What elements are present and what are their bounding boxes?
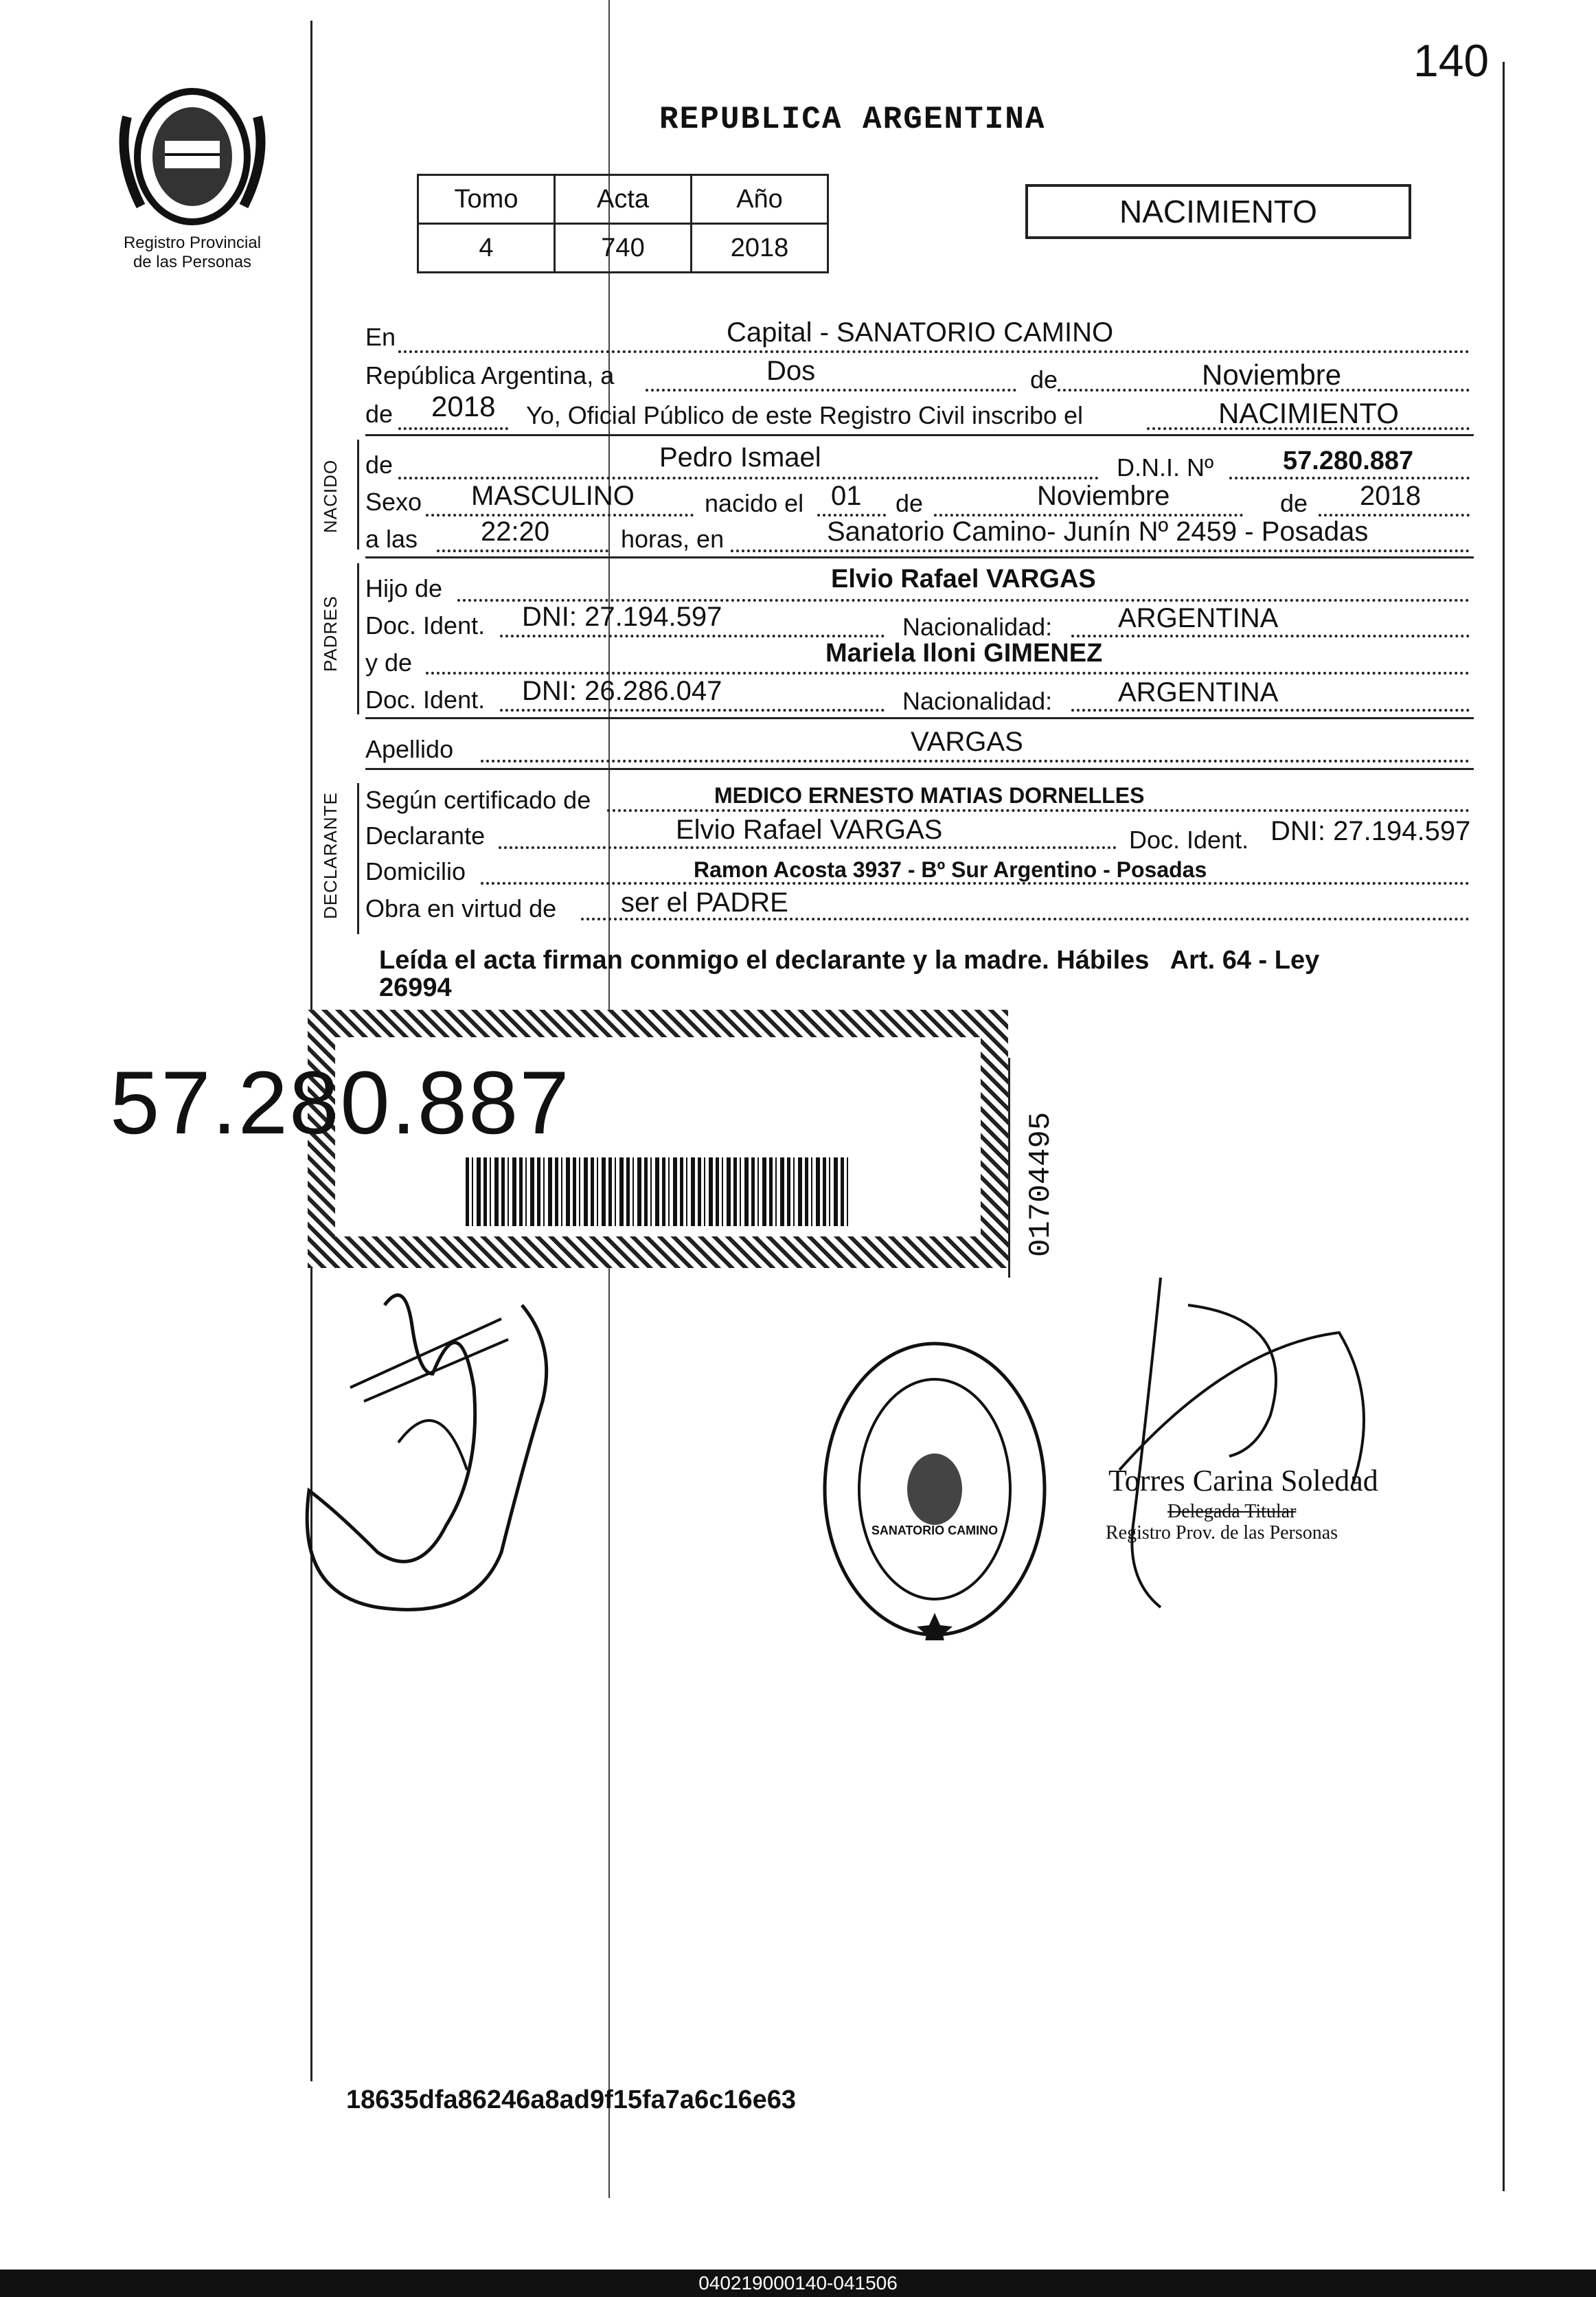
label-hijo-de: Hijo de <box>365 574 443 602</box>
rule-padres <box>365 717 1474 719</box>
dots-surname <box>481 760 1470 762</box>
dots-day <box>646 389 1016 392</box>
label-doc-declarant: Doc. Ident. <box>1129 826 1249 854</box>
label-de-month: de <box>1030 365 1058 394</box>
book-table <box>417 174 829 273</box>
value-father-doc: DNI: 27.194.597 <box>522 602 722 632</box>
label-declarante: Declarante <box>365 822 486 850</box>
footer-code: 040219000140-041506 <box>698 2272 898 2294</box>
value-birth-month: Noviembre <box>1037 481 1170 511</box>
dots-father-doc <box>500 635 885 637</box>
footer-bar <box>0 2270 1596 2297</box>
value-father: Elvio Rafael VARGAS <box>831 565 1096 593</box>
closing-line-1: Leída el acta firman conmigo el declarante y la madre. Hábiles Art. 64 - Ley <box>379 946 1320 975</box>
label-de-year: de <box>365 400 394 428</box>
value-anio: 2018 <box>692 224 828 273</box>
label-segun: Según certificado de <box>365 786 591 814</box>
dots-mother-doc <box>500 709 885 712</box>
declarant-signature <box>295 1264 639 1621</box>
official-stamp <box>821 1338 1048 1640</box>
dni-sticker <box>110 1010 1008 1268</box>
label-doc-mother: Doc. Ident. <box>365 686 486 714</box>
dots-sexo <box>426 514 694 517</box>
label-a-las: a las <box>365 525 418 553</box>
dots-en <box>398 350 1470 353</box>
label-republica: República Argentina, a <box>365 361 615 389</box>
dots-birth-place <box>731 550 1470 552</box>
dots-father-nat <box>1071 635 1470 637</box>
label-nat-mother: Nacionalidad: <box>902 687 1053 715</box>
value-month-word: Noviembre <box>1202 359 1342 391</box>
closing-text <box>379 947 1319 1002</box>
value-father-nat: ARGENTINA <box>1118 603 1279 633</box>
sticker-tab <box>1008 1058 1086 1278</box>
label-domicilio: Domicilio <box>365 857 466 885</box>
dots-mother <box>426 672 1470 675</box>
value-birth-day: 01 <box>831 481 862 511</box>
registry-name <box>82 234 302 272</box>
dots-mother-nat <box>1071 709 1470 712</box>
record-type-box <box>1025 184 1411 239</box>
label-obra: Obra en virtud de <box>365 894 557 923</box>
value-act: NACIMIENTO <box>1218 397 1399 429</box>
value-by-virtue: ser el PADRE <box>621 887 788 918</box>
sticker-number: 57.280.887 <box>110 1052 571 1153</box>
value-declarant-doc: DNI: 27.194.597 <box>1270 816 1471 846</box>
stamp-ring-text <box>821 1338 822 1339</box>
country-title: REPUBLICA ARGENTINA <box>659 102 1046 137</box>
official-title-1: Delegada Titular <box>1167 1501 1297 1522</box>
side-label-padres: PADRES <box>320 596 341 672</box>
value-name: Pedro Ismael <box>659 442 821 473</box>
value-declarant: Elvio Rafael VARGAS <box>676 815 943 845</box>
value-tomo: 4 <box>418 224 555 273</box>
value-mother: Mariela Iloni GIMENEZ <box>825 639 1103 668</box>
value-birth-time: 22:20 <box>481 517 550 547</box>
dots-time <box>437 550 608 552</box>
value-birth-place: Sanatorio Camino- Junín Nº 2459 - Posadas <box>827 517 1369 547</box>
page-number: 140 <box>1413 35 1490 86</box>
official-title-2: Registro Prov. de las Personas <box>1106 1522 1338 1543</box>
dots-name <box>398 477 1099 479</box>
record-type: NACIMIENTO <box>1119 194 1317 229</box>
value-day-word: Dos <box>766 356 816 386</box>
padres-bar <box>357 563 359 714</box>
declarante-bar <box>357 783 359 934</box>
label-sexo: Sexo <box>365 488 422 516</box>
dots-dni <box>1229 477 1470 479</box>
province-logo <box>113 76 271 234</box>
label-de-birth-year: de <box>1280 489 1308 517</box>
label-y-de: y de <box>365 648 413 677</box>
label-doc-father: Doc. Ident. <box>365 611 486 640</box>
side-label-declarante: DECLARANTE <box>320 792 341 919</box>
sticker-serial: 01704495 <box>1024 1111 1058 1257</box>
value-birth-year: 2018 <box>1360 481 1421 511</box>
registry-line-2: de las Personas <box>133 253 252 271</box>
label-en: En <box>365 323 396 351</box>
value-acta: 740 <box>555 224 692 273</box>
label-nat-father: Nacionalidad: <box>902 613 1053 641</box>
value-mother-doc: DNI: 26.286.047 <box>522 676 722 706</box>
label-dni: D.N.I. Nº <box>1117 453 1214 482</box>
header-acta: Acta <box>555 175 692 224</box>
label-yo: Yo, Oficial Público de este Registro Civil inscribo el <box>526 401 1084 429</box>
closing-line-2: 26994 <box>379 973 452 1002</box>
header-anio: Año <box>692 175 828 224</box>
value-place: Capital - SANATORIO CAMINO <box>727 317 1114 348</box>
value-dni: 57.280.887 <box>1283 446 1414 475</box>
value-sex: MASCULINO <box>471 481 635 511</box>
official-name: Torres Carina Soledad <box>1108 1464 1378 1497</box>
rule-apellido <box>365 768 1474 770</box>
sticker-barcode <box>466 1157 850 1226</box>
value-year: 2018 <box>431 390 496 422</box>
rule-nacido <box>365 556 1474 558</box>
label-nacido-el: nacido el <box>705 489 804 517</box>
label-horas-en: horas, en <box>621 525 725 553</box>
value-surname: VARGAS <box>911 727 1023 757</box>
dots-certificate <box>607 809 1470 812</box>
header-tomo: Tomo <box>418 175 555 224</box>
value-address: Ramon Acosta 3937 - Bº Sur Argentino - Posadas <box>694 857 1207 882</box>
stamp-inner-text: SANATORIO CAMINO <box>871 1524 999 1537</box>
value-mother-nat: ARGENTINA <box>1118 677 1279 708</box>
right-margin-line <box>1503 62 1505 2191</box>
side-label-nacido: NACIDO <box>320 459 341 533</box>
label-de-birth-month: de <box>896 489 924 517</box>
nacido-bar <box>357 440 359 550</box>
label-de-name: de <box>365 451 394 479</box>
registry-line-1: Registro Provincial <box>123 234 262 252</box>
document-hash: 18635dfa86246a8ad9f15fa7a6c16e63 <box>346 2085 796 2114</box>
dots-year <box>398 427 508 430</box>
dots-declarant <box>499 846 1117 849</box>
value-certificate: MEDICO ERNESTO MATIAS DORNELLES <box>714 783 1145 808</box>
label-apellido: Apellido <box>365 735 454 763</box>
official-signature <box>1092 1264 1408 1621</box>
rule-top <box>365 434 1474 436</box>
